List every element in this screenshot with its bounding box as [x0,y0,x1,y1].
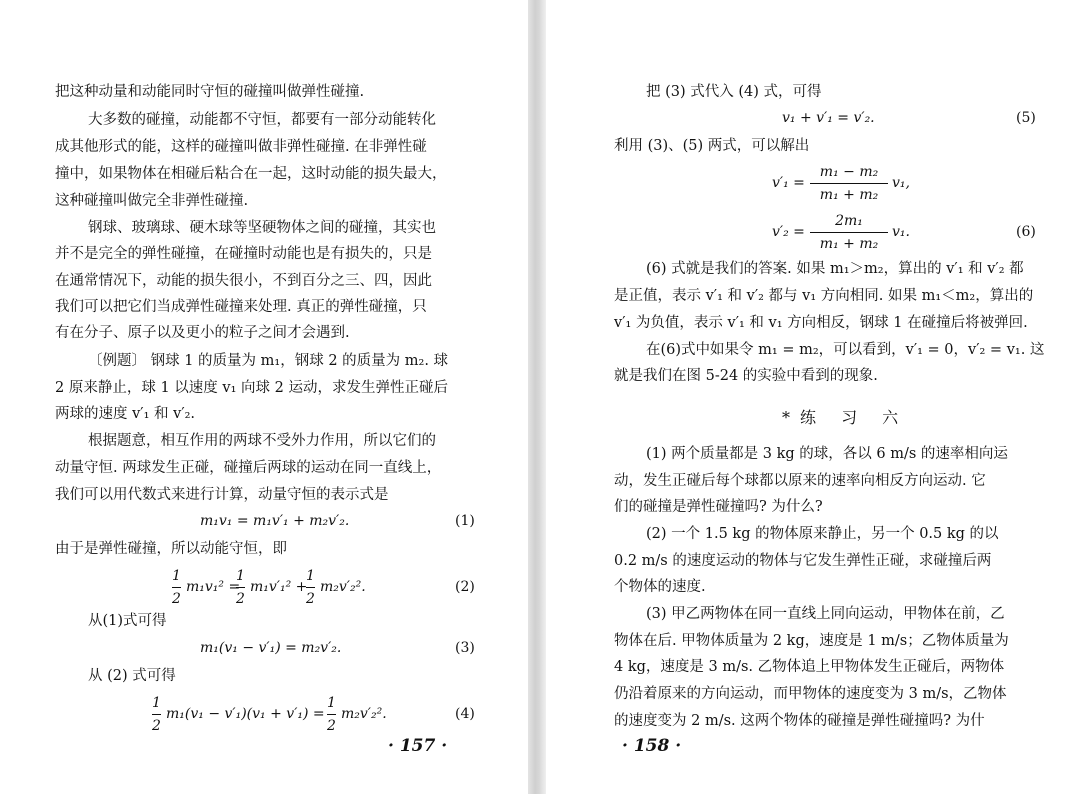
text-line: 动量守恒. 两球发生正碰，碰撞后两球的运动在同一直线上， [55,460,442,476]
equation-number: (6) [1016,224,1036,240]
text-line: 从 (2) 式可得 [88,668,176,684]
fraction-half [327,693,336,736]
text-line: (6) 式就是我们的答案. 如果 m₁＞m₂，算出的 v′₁ 和 v′₂ 都 [646,261,1024,277]
fraction-bar [172,587,181,588]
text-line: 在(6)式中如果令 m₁ = m₂，可以看到，v′₁ = 0，v′₂ = v₁. 这 [646,342,1045,358]
text-line: 成其他形式的能，这样的碰撞叫做非弹性碰撞. 在非弹性碰 [55,139,427,155]
denominator: m₁ + m₂ [819,187,879,203]
fraction-bar [152,714,161,715]
denominator: 2 [152,718,161,734]
section-heading: *练 习 六 [782,408,909,427]
equation-5: v₁ + v′₁ = v′₂. [782,110,875,126]
equation-4-term: m₁(v₁ − v′₁)(v₁ + v′₁) = [166,706,325,722]
text-line: 我们可以把它们当成弹性碰撞来处理. 真正的弹性碰撞，只 [55,299,427,315]
text-line: (2) 一个 1.5 kg 的物体原来静止，另一个 0.5 kg 的以 [646,526,999,542]
text-line: 0.2 m/s 的速度运动的物体与它发生弹性正碰，求碰撞后两 [614,553,992,569]
equation-3: m₁(v₁ − v′₁) = m₂v′₂. [200,640,342,656]
book-gutter [528,0,546,794]
fraction-bar [327,714,336,715]
text-line: 是正值，表示 v′₁ 和 v′₂ 都与 v₁ 方向相同. 如果 m₁＜m₂，算出的 [614,288,1034,304]
page-number: · 158 · [622,736,682,756]
equation-number: (5) [1016,110,1036,126]
text-line: 仍沿着原来的方向运动，而甲物体的速度变为 3 m/s，乙物体 [614,686,1007,702]
numerator: m₁ − m₂ [819,164,879,180]
text-line: 就是我们在图 5-24 的实验中看到的现象. [614,368,878,384]
equation-number: (3) [455,640,475,656]
text-line: 把 (3) 式代入 (4) 式，可得 [646,84,822,100]
fraction-half [172,566,181,609]
page-number: · 157 · [388,736,448,756]
text-line: (1) 两个质量都是 3 kg 的球，各以 6 m/s 的速率相向运 [646,446,1008,462]
equation-number: (1) [455,513,475,529]
equation-2-term: m₁v₁² = [186,579,241,595]
text-line: 我们可以用代数式来进行计算，动量守恒的表示式是 [55,487,389,503]
equation-6-lhs: v′₂ = [772,224,805,240]
text-line: 两球的速度 v′₁ 和 v′₂. [55,406,196,422]
left-page [0,0,528,794]
text-line: 这种碰撞叫做完全非弹性碰撞. [55,193,249,209]
numerator: 2m₁ [835,213,863,229]
equation-6-rhs: v₁. [892,224,910,240]
text-line: 们的碰撞是弹性碰撞吗? 为什么? [614,499,823,515]
text-line: 物体在后. 甲物体质量为 2 kg，速度是 1 m/s；乙物体质量为 [614,633,1009,649]
numerator: 1 [152,695,161,711]
text-line: 有在分子、原子以及更小的粒子之间才会遇到. [55,325,350,341]
numerator: 1 [306,568,315,584]
equation-6-rhs: v₁, [892,175,910,191]
numerator: 1 [236,568,245,584]
numerator: 1 [327,695,336,711]
denominator: 2 [236,591,245,607]
fraction-bar [236,587,245,588]
text-line: 钢球、玻璃球、硬木球等坚硬物体之间的碰撞，其实也 [88,220,436,236]
text-line: 利用 (3)、(5) 两式，可以解出 [614,138,810,154]
fraction-half [152,693,161,736]
text-line: 2 原来静止，球 1 以速度 v₁ 向球 2 运动，求发生弹性正碰后 [55,380,448,396]
text-line: 由于是弹性碰撞，所以动能守恒，即 [55,541,287,557]
fraction [810,211,888,254]
equation-2-term: m₁v′₁² + [250,579,308,595]
text-line: 的速度变为 2 m/s. 这两个物体的碰撞是弹性碰撞吗? 为什 [614,713,985,729]
equation-1: m₁v₁ = m₁v′₁ + m₂v′₂. [200,513,350,529]
text-line: 4 kg，速度是 3 m/s. 乙物体追上甲物体发生正碰后，两物体 [614,659,1005,675]
fraction-bar [810,232,888,233]
numerator: 1 [172,568,181,584]
fraction-bar [306,587,315,588]
text-line: 大多数的碰撞，动能都不守恒，都要有一部分动能转化 [88,112,436,128]
fraction [810,162,888,205]
fraction-bar [810,183,888,184]
text-line: 从(1)式可得 [88,613,167,629]
text-line: 撞中，如果物体在相碰后粘合在一起，这时动能的损失最大， [55,166,447,182]
text-line: 并不是完全的弹性碰撞，在碰撞时动能也是有损失的，只是 [55,246,432,262]
text-line: 把这种动量和动能同时守恒的碰撞叫做弹性碰撞. [55,84,365,100]
equation-6-lhs: v′₁ = [772,175,805,191]
denominator: 2 [172,591,181,607]
text-line: v′₁ 为负值，表示 v′₁ 和 v₁ 方向相反，钢球 1 在碰撞后将被弹回. [614,315,1028,331]
equation-number: (4) [455,706,475,722]
denominator: 2 [306,591,315,607]
equation-number: (2) [455,579,475,595]
text-line: 根据题意，相互作用的两球不受外力作用，所以它们的 [88,433,436,449]
denominator: 2 [327,718,336,734]
fraction-half [236,566,245,609]
text-line: 在通常情况下，动能的损失很小，不到百分之三、四，因此 [55,273,432,289]
text-line: (3) 甲乙两物体在同一直线上同向运动，甲物体在前，乙 [646,606,1005,622]
text-line: 〔例题〕 钢球 1 的质量为 m₁，钢球 2 的质量为 m₂. 球 [88,353,449,369]
equation-2-term: m₂v′₂². [320,579,366,595]
fraction-half [306,566,315,609]
text-line: 个物体的速度. [614,579,706,595]
denominator: m₁ + m₂ [819,236,879,252]
text-line: 动，发生正碰后每个球都以原来的速率向相反方向运动. 它 [614,473,986,489]
equation-4-term: m₂v′₂². [341,706,387,722]
right-page [546,0,1080,794]
